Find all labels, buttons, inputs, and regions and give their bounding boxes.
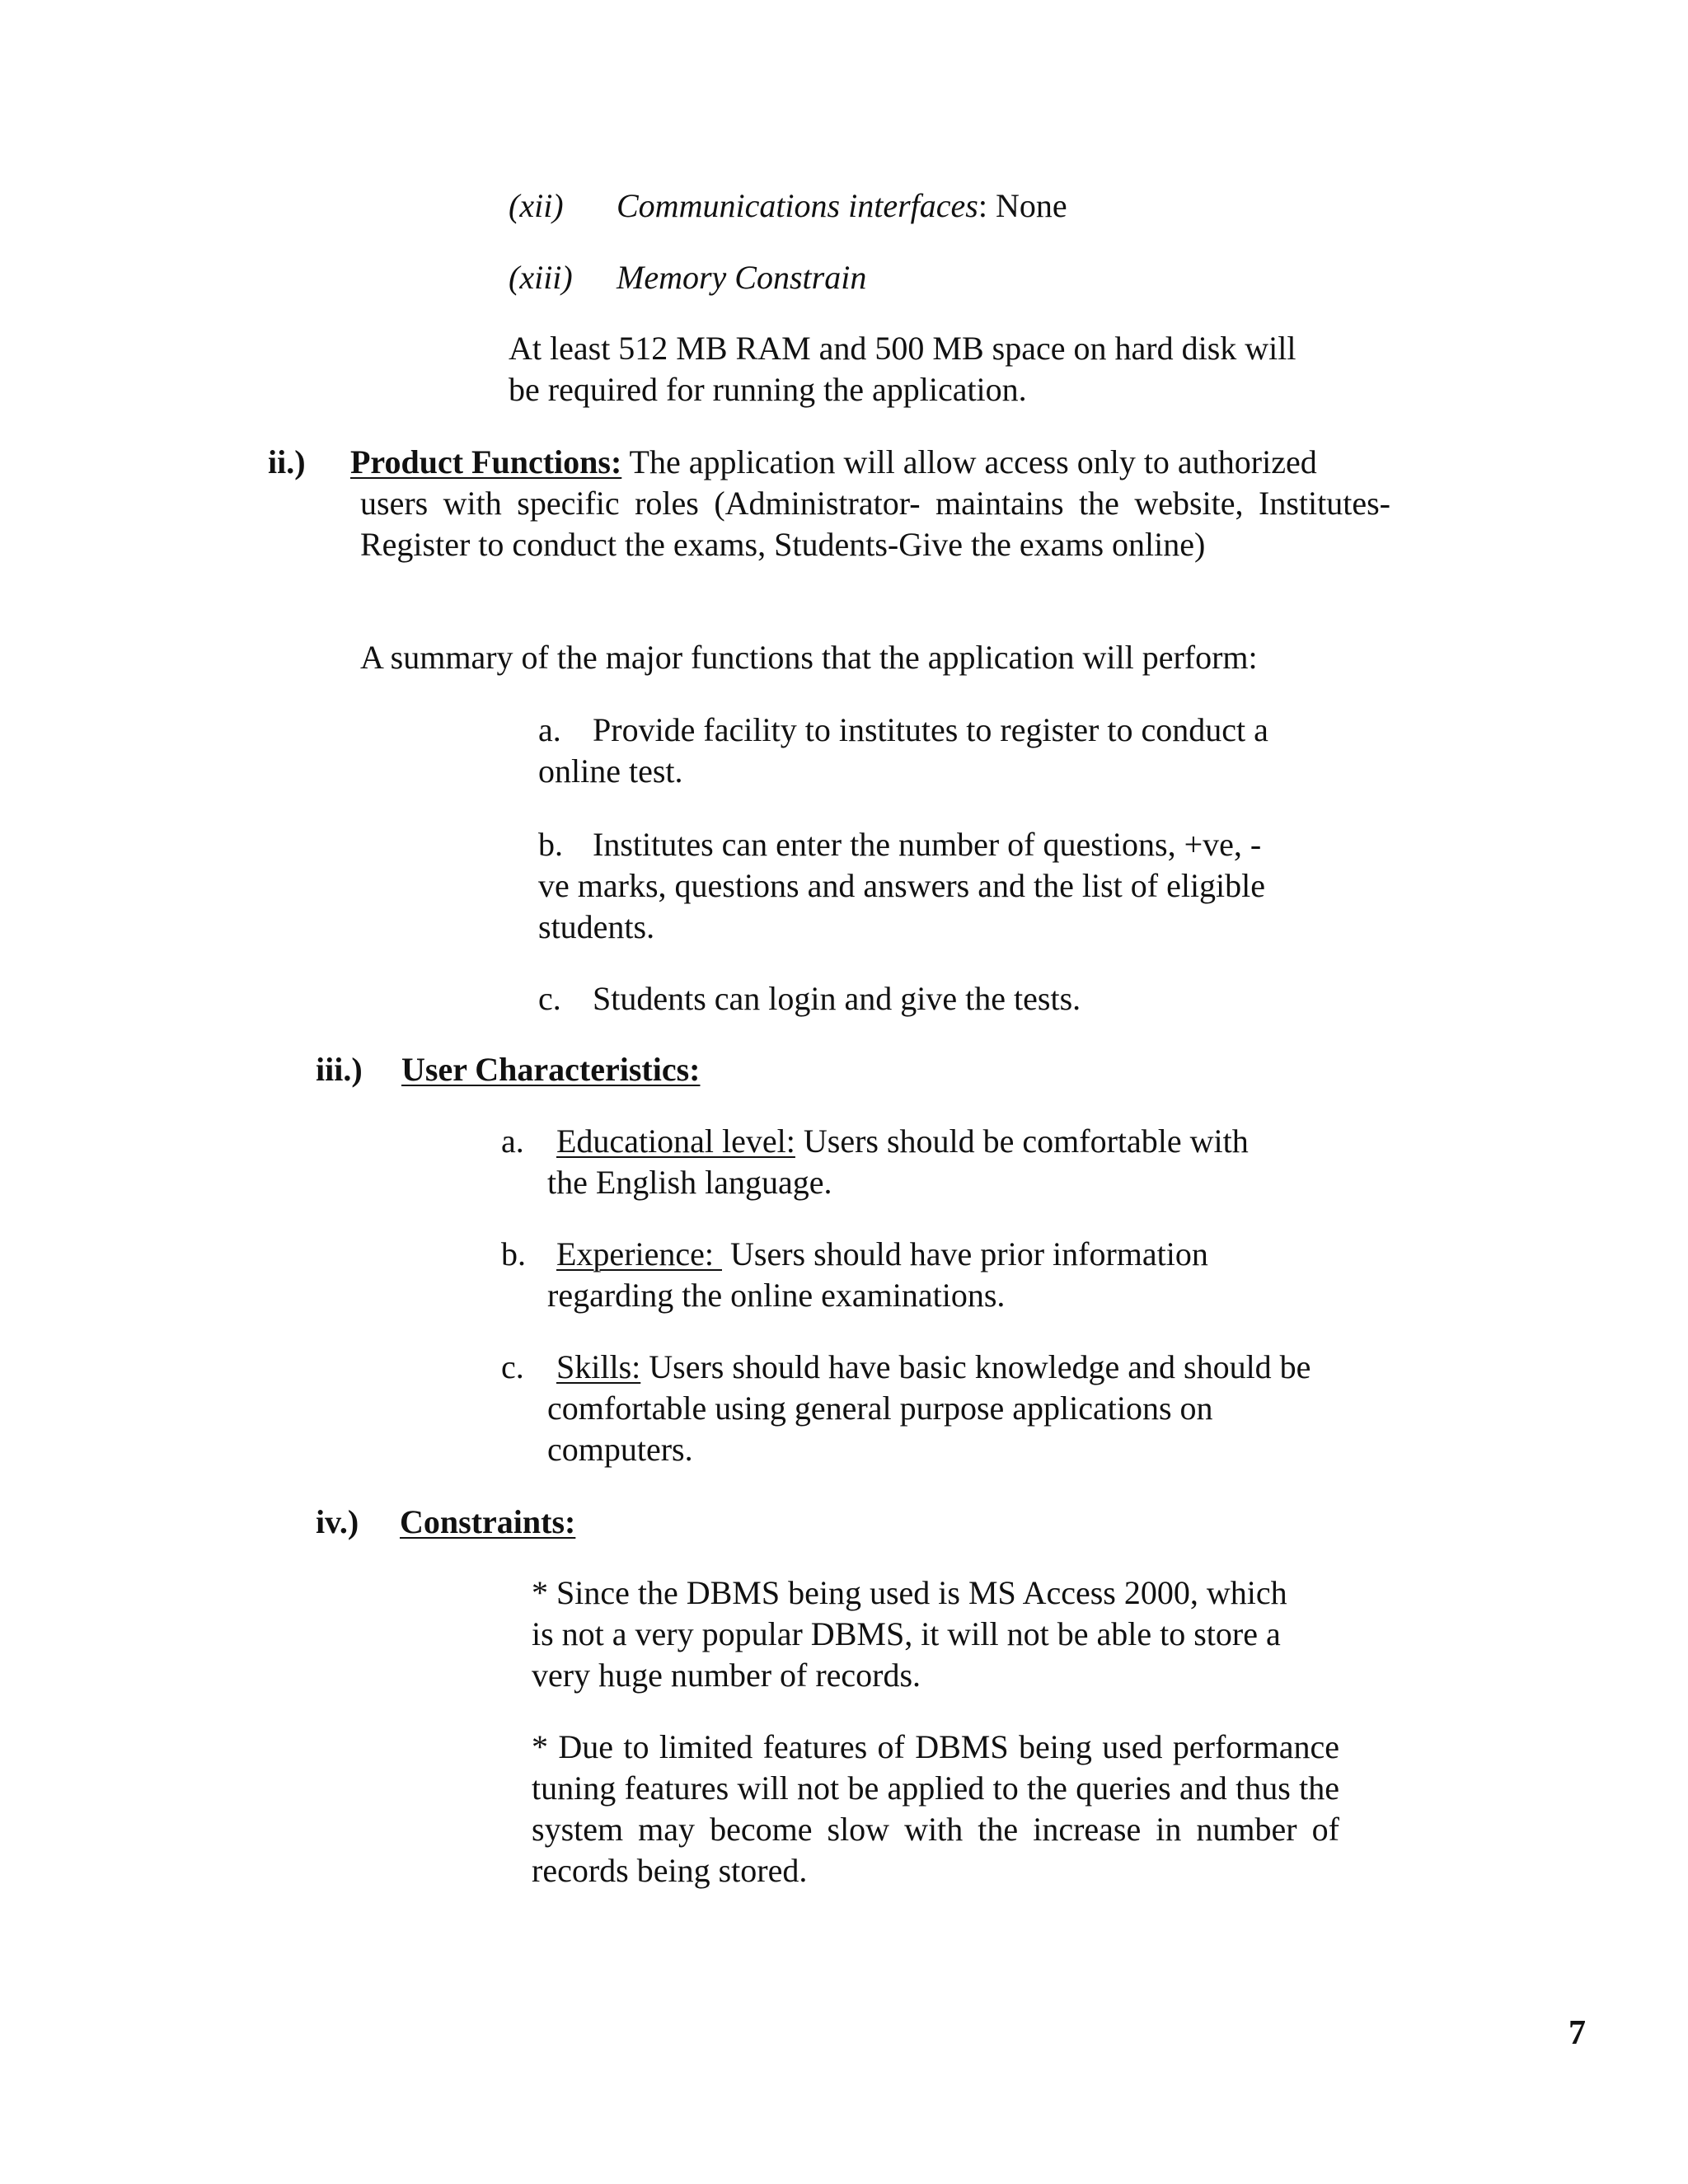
subitem-number: (xii) — [509, 187, 564, 224]
text-line: students. — [538, 908, 655, 945]
product-functions-body: users with specific roles (Administrator- maintains the website, Institutes-Register to conduct the exams, Students-Give the exams online) — [360, 485, 1390, 563]
text-line: * Since the DBMS being used is MS Access 2000, which — [532, 1574, 1287, 1611]
item-text: Users should have prior information — [722, 1235, 1208, 1272]
constraint-item: * Due to limited features of DBMS being used performance tuning features will not be applied to the queries and thus the system may become slow with the increase in number of records being stored. — [532, 1728, 1339, 1889]
list-marker: a. — [538, 711, 561, 748]
list-item — [547, 1121, 1249, 1203]
list-item — [547, 1347, 1311, 1470]
section-heading: User Characteristics: — [401, 1051, 701, 1088]
subitem-number: (xiii) — [509, 259, 573, 296]
list-item — [538, 824, 1265, 948]
text-line: regarding the online examinations. — [547, 1277, 1006, 1314]
section-number: ii.) — [268, 443, 306, 480]
summary-line: A summary of the major functions that the application will perform: — [360, 639, 1258, 676]
text-line: be required for running the application. — [509, 371, 1027, 408]
section-number: iv.) — [316, 1503, 359, 1540]
subitem-title: Communications interfaces — [617, 187, 978, 224]
list-item — [547, 1234, 1208, 1316]
text-line — [547, 1121, 1249, 1162]
item-text: Users should have basic knowledge and should be — [640, 1348, 1311, 1385]
text-line: The application will allow access only to authorized — [621, 443, 1317, 480]
subitem-line — [617, 185, 1067, 227]
text-line — [547, 1347, 1311, 1388]
item-label: Educational level: — [556, 1122, 795, 1160]
text-line: very huge number of records. — [532, 1657, 921, 1694]
list-marker: b. — [501, 1235, 526, 1272]
subitem-title: Memory Constrain — [617, 259, 867, 296]
constraint-item — [532, 1572, 1287, 1696]
list-marker: a. — [501, 1122, 524, 1160]
text-line — [547, 1234, 1208, 1275]
text-line: is not a very popular DBMS, it will not be able to store a — [532, 1615, 1281, 1652]
text-line: Provide facility to institutes to register to conduct a — [593, 711, 1268, 748]
list-item — [538, 710, 1268, 792]
section-heading: Product Functions: — [350, 443, 622, 480]
text-line: online test. — [538, 752, 683, 790]
section-heading: Constraints: — [400, 1503, 576, 1540]
text-line: Institutes can enter the number of questions, +ve, - — [593, 826, 1262, 863]
list-marker: c. — [501, 1348, 524, 1385]
text-line: the English language. — [547, 1164, 832, 1201]
list-marker: c. — [538, 980, 561, 1017]
item-text: Users should be comfortable with — [795, 1122, 1249, 1160]
item-label: Skills: — [556, 1348, 641, 1385]
text-line: computers. — [547, 1431, 693, 1468]
text-line: comfortable using general purpose applications on — [547, 1390, 1213, 1427]
item-label: Experience: — [556, 1235, 722, 1272]
text-line: ve marks, questions and answers and the list of eligible — [538, 867, 1266, 904]
memory-paragraph — [509, 328, 1296, 410]
list-marker: b. — [538, 826, 563, 863]
list-item: Students can login and give the tests. — [593, 980, 1081, 1017]
page-number: 7 — [1568, 2014, 1586, 2052]
subitem-suffix: : None — [978, 187, 1067, 224]
section-number: iii.) — [316, 1051, 363, 1088]
product-functions-first-line — [350, 442, 1317, 483]
text-line: At least 512 MB RAM and 500 MB space on hard disk will — [509, 330, 1296, 367]
